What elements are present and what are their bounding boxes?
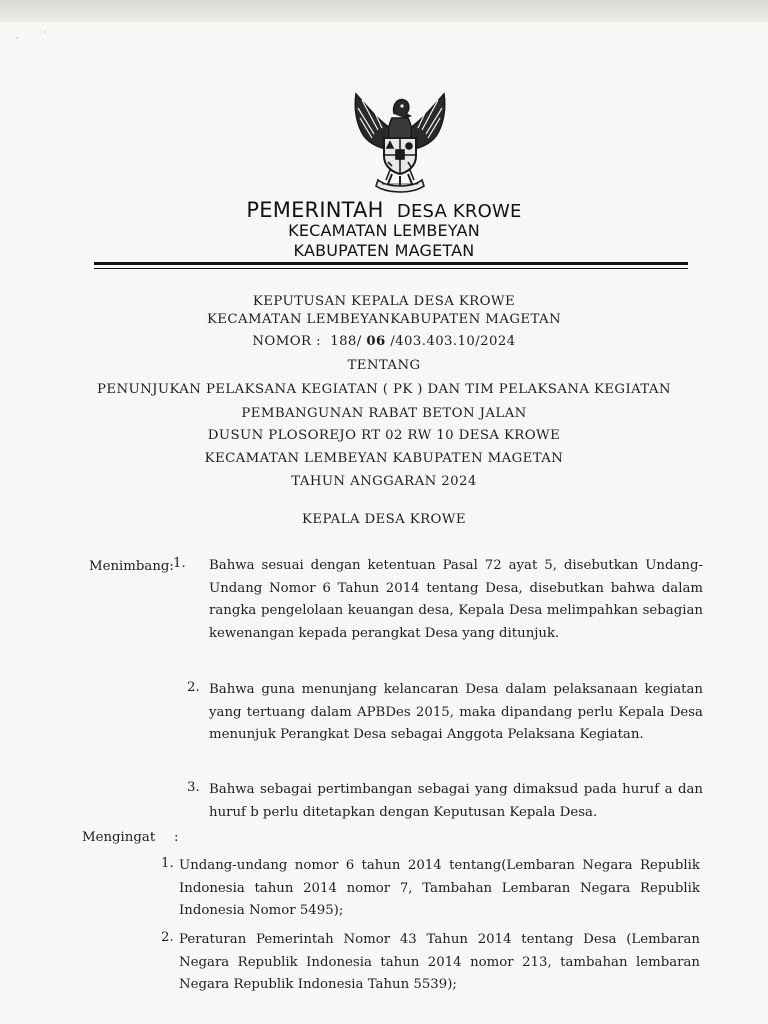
decree-subject-1: PENUNJUKAN PELAKSANA KEGIATAN ( PK ) DAN TIM PELAKSANA KEGIATAN xyxy=(97,382,671,397)
menimbang-item-number: 2. xyxy=(187,680,200,695)
decree-subject-4: KECAMATAN LEMBEYAN KABUPATEN MAGETAN xyxy=(204,451,564,466)
decree-tentang: TENTANG xyxy=(347,358,421,373)
menimbang-label: Menimbang: xyxy=(89,559,174,574)
letterhead-desa: DESA KROWE xyxy=(396,201,522,222)
mengingat-colon: : xyxy=(174,830,179,845)
letterhead-line-1 xyxy=(0,198,768,222)
decree-authority: KEPALA DESA KROWE xyxy=(302,512,466,527)
letterhead-line-3: KABUPATEN MAGETAN xyxy=(293,241,475,260)
letterhead-divider-thin xyxy=(94,268,688,269)
menimbang-item-text: Bahwa sebagai pertimbangan sebagai yang dimaksud pada huruf a dan huruf b perlu ditetapkan dengan Keputusan Kepala Desa. xyxy=(209,782,703,820)
menimbang-item-number: 3. xyxy=(187,780,200,795)
decree-title-1: KEPUTUSAN KEPALA DESA KROWE xyxy=(252,294,516,309)
mengingat-item-text: Undang-undang nomor 6 tahun 2014 tentang(Lembaran Negara Republik Indonesia tahun 2014 nomor 7, Tambahan Lembaran Negara Republik Indonesia Nomor 5495); xyxy=(179,858,700,918)
letterhead-pemerintah: PEMERINTAH xyxy=(246,198,384,222)
letterhead-divider-thick xyxy=(94,262,688,265)
letterhead-line-2: KECAMATAN LEMBEYAN xyxy=(288,221,480,240)
decree-subject-2: PEMBANGUNAN RABAT BETON JALAN xyxy=(241,406,527,421)
decree-number xyxy=(0,334,768,349)
decree-title-2: KECAMATAN LEMBEYANKABUPATEN MAGETAN xyxy=(206,312,562,327)
scan-speck: · xyxy=(44,28,47,37)
mengingat-item-number: 2. xyxy=(161,930,174,945)
menimbang-item-number: 1. xyxy=(173,556,186,571)
menimbang-item-text: Bahwa sesuai dengan ketentuan Pasal 72 ayat 5, disebutkan Undang-Undang Nomor 6 Tahun 2014 tentang Desa, disebutkan bahwa dalam rangka pengelolaan keuangan desa, Kepala Desa melimpahkan sebagian kewenangan kepada perangkat Desa yang ditunjuk. xyxy=(209,558,703,641)
mengingat-item-number: 1. xyxy=(161,856,174,871)
menimbang-item-text: Bahwa guna menunjang kelancaran Desa dalam pelaksanaan kegiatan yang tertuang dalam APBDes 2015, maka dipandang perlu Kepala Desa menunjuk Perangkat Desa sebagai Anggota Pelaksana Kegiatan. xyxy=(209,682,703,742)
decree-subject-5: TAHUN ANGGARAN 2024 xyxy=(291,474,477,489)
scan-speck: · xyxy=(16,34,19,43)
decree-subject-3: DUSUN PLOSOREJO RT 02 RW 10 DESA KROWE xyxy=(207,428,561,443)
mengingat-label: Mengingat xyxy=(82,830,156,845)
garuda-emblem-icon xyxy=(338,84,462,196)
scan-top-edge xyxy=(0,0,768,22)
decree-number-suffix: /403.403.10/2024 xyxy=(385,334,516,349)
decree-number-prefix: NOMOR : 188/ xyxy=(252,334,367,349)
mengingat-item-text: Peraturan Pemerintah Nomor 43 Tahun 2014 tentang Desa (Lembaran Negara Republik Indonesia tahun 2014 nomor 213, tambahan lembaran Negara Republik Indonesia Tahun 5539); xyxy=(179,932,700,992)
decree-number-bold: 06 xyxy=(366,334,386,349)
